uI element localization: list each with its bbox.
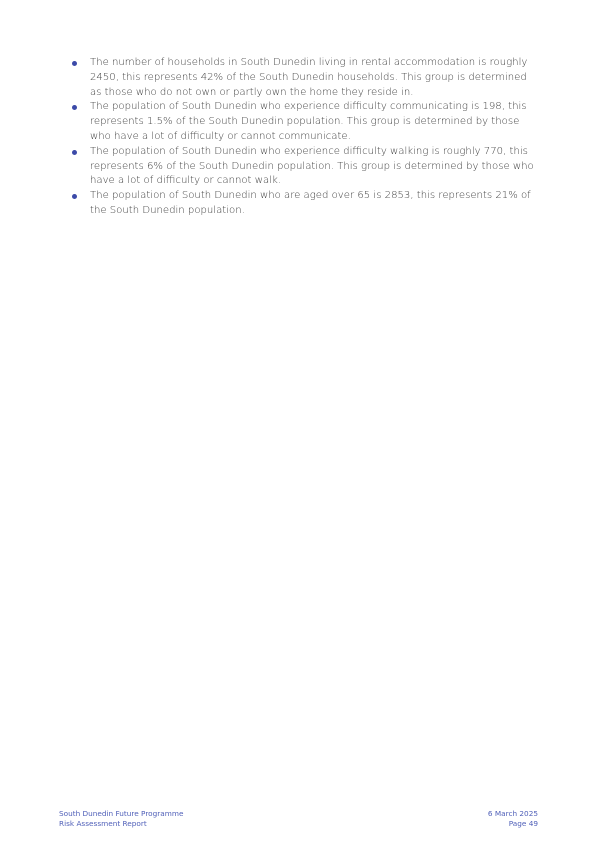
bullet-icon <box>72 150 77 155</box>
footer-programme: South Dunedin Future Programme <box>59 809 184 818</box>
bullet-icon <box>72 194 77 199</box>
bullet-text: The number of households in South Dunedin living in rental accommodation is roughly 2450, this represents 42% of the South Dunedin households. This group is determined as those who do not own or partly own the home they reside in. <box>90 57 528 98</box>
bullet-list <box>71 56 541 219</box>
bullet-text: The population of South Dunedin who experience difficulty communicating is 198, this represents 1.5% of the South Dunedin population. This group is determined by those who have a lot of difficulty or cannot communicate. <box>90 101 527 142</box>
list-item <box>71 56 541 100</box>
bullet-text: The population of South Dunedin who are aged over 65 is 2853, this represents 21% of the South Dunedin population. <box>90 190 531 216</box>
list-item <box>71 145 541 189</box>
main-content <box>71 56 541 219</box>
footer-report: Risk Assessment Report <box>59 818 147 828</box>
bullet-icon <box>72 105 77 110</box>
footer-right <box>488 809 538 828</box>
bullet-text: The population of South Dunedin who experience difficulty walking is roughly 770, this represents 6% of the South Dunedin population. This group is determined by those who have a lot of difficulty or cannot walk. <box>90 145 534 187</box>
bullet-icon <box>72 61 77 66</box>
footer-left <box>59 809 183 828</box>
list-item <box>71 100 541 144</box>
footer-date: 6 March 2025 <box>487 809 538 818</box>
footer-page-number: Page 49 <box>508 818 538 828</box>
list-item <box>71 189 541 219</box>
